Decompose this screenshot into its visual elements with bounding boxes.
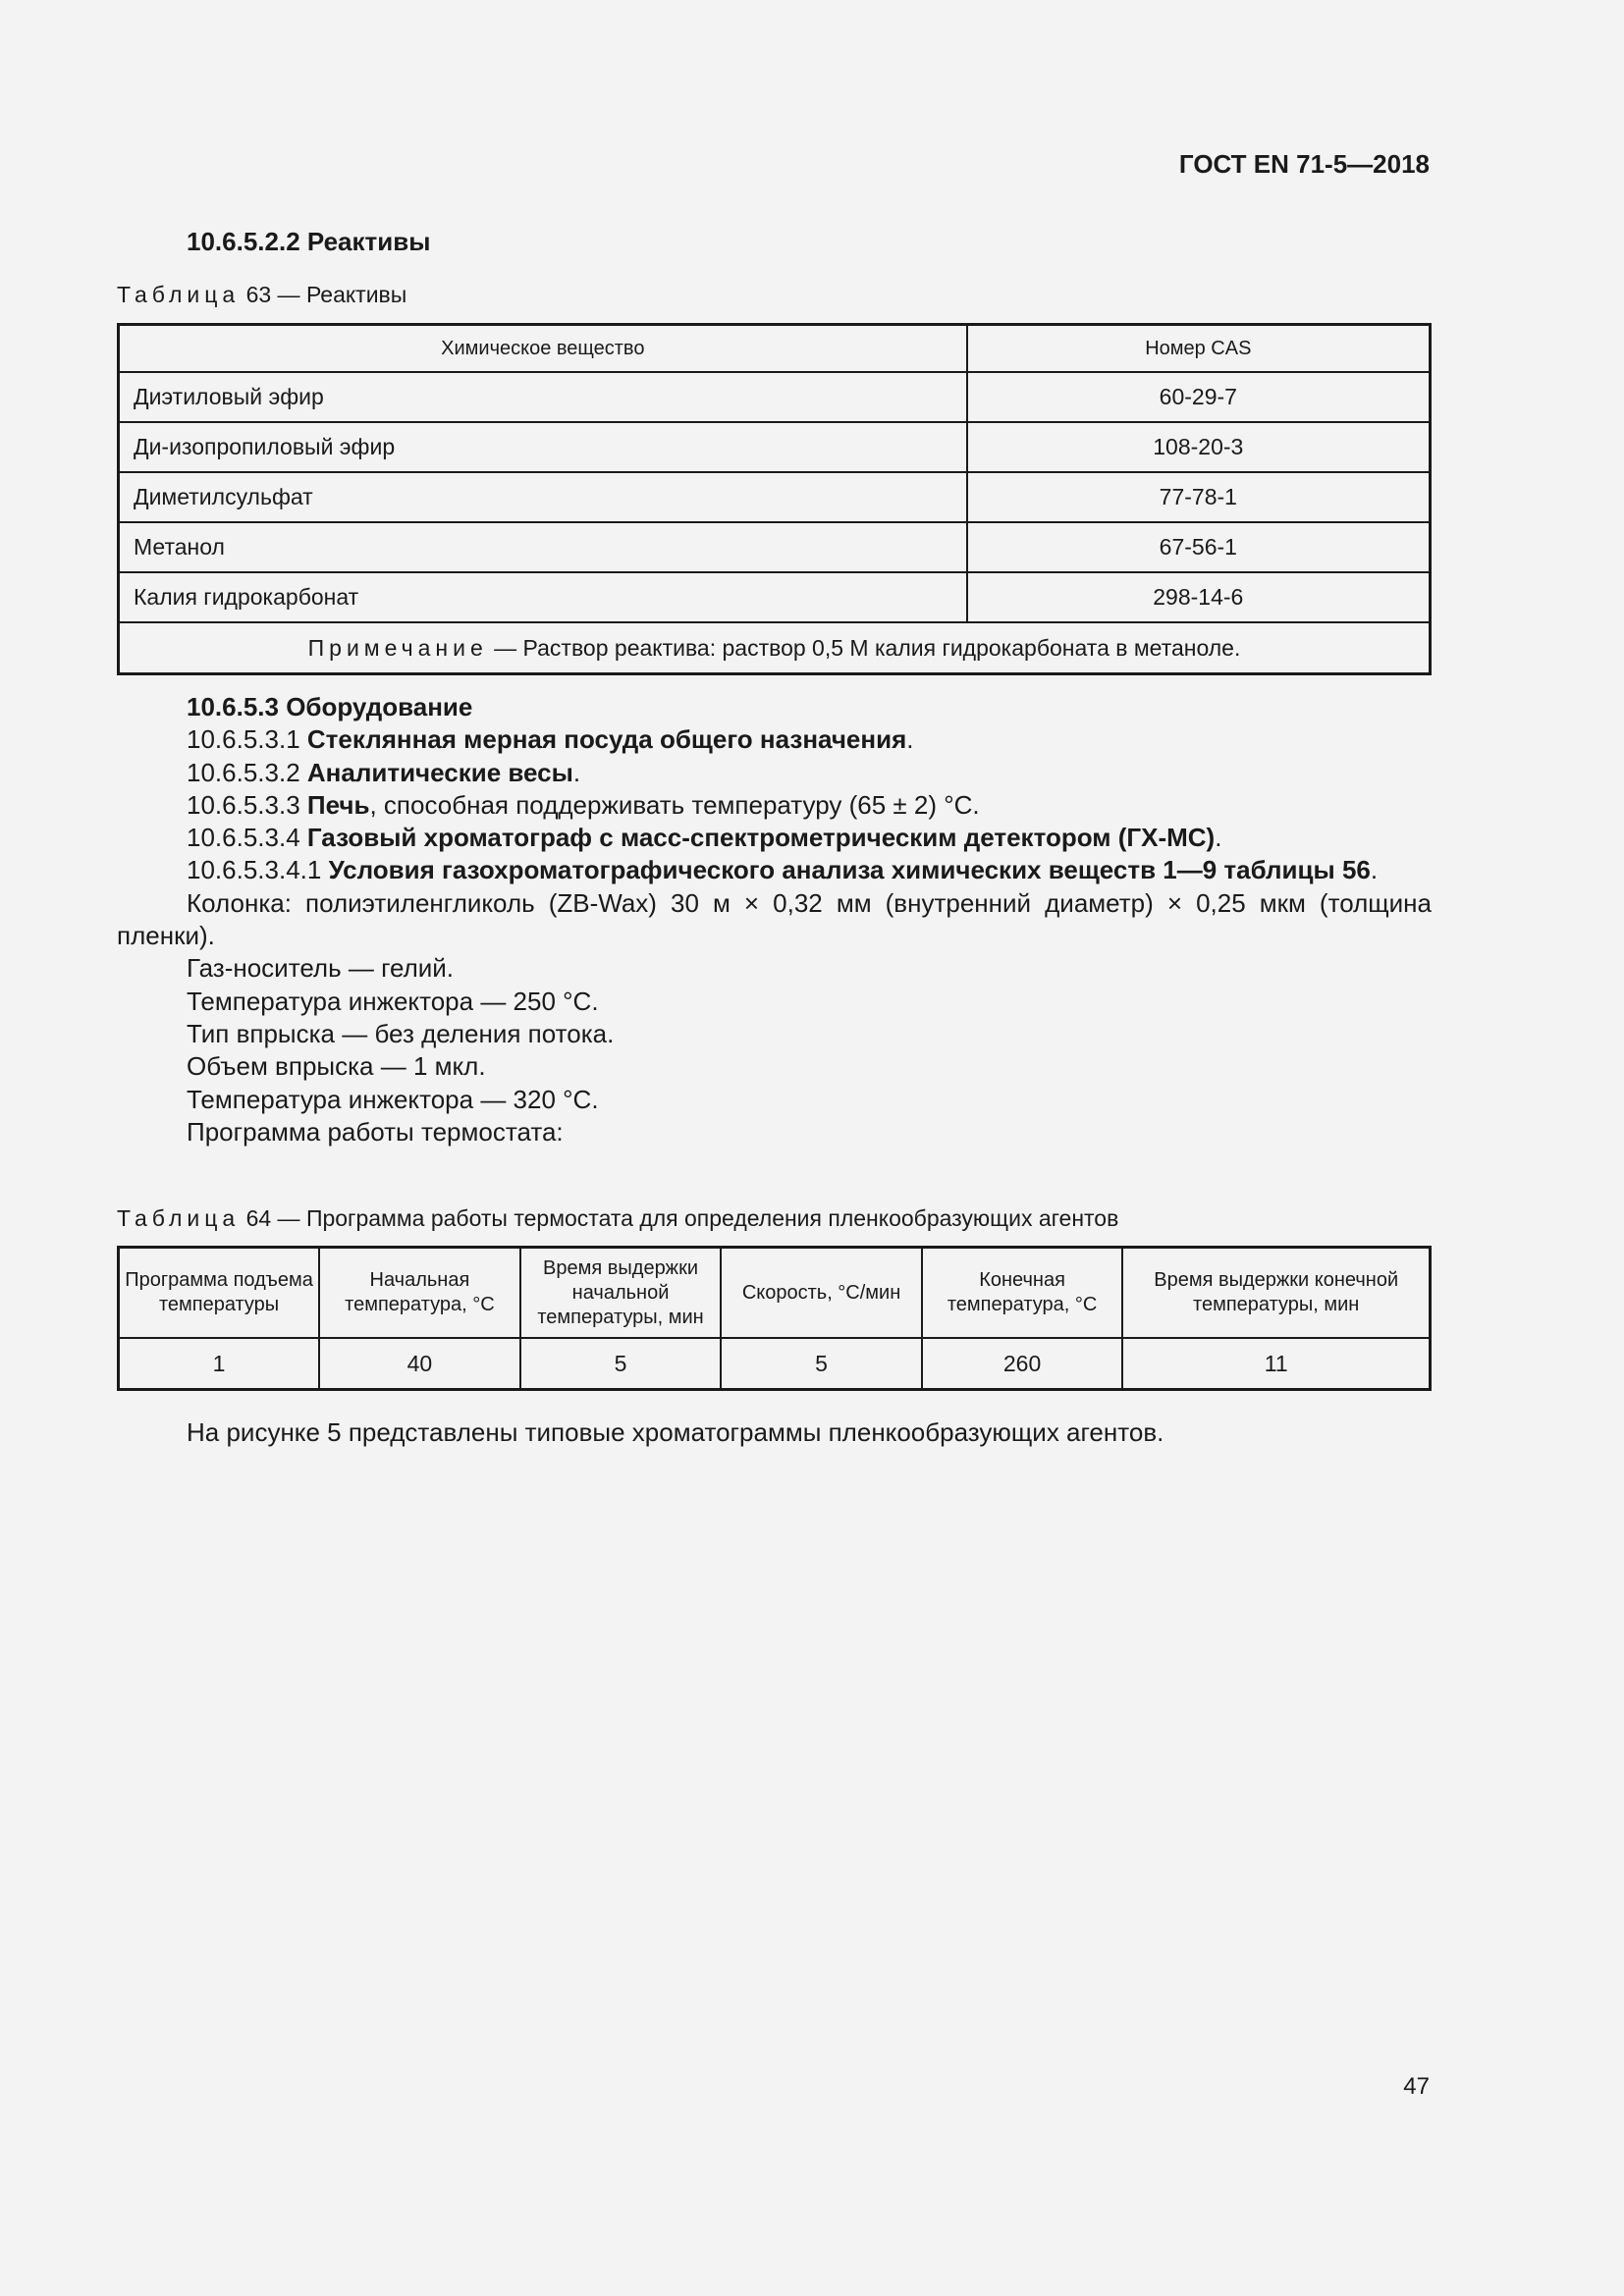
table-header-row: [119, 325, 1431, 373]
column-header-cas: Номер CAS: [967, 325, 1431, 373]
table-row: [119, 422, 1431, 472]
note-word: Примечание: [307, 634, 488, 661]
table-row: [119, 472, 1431, 522]
equipment-section: [117, 691, 1432, 1148]
table-header-row: [119, 1248, 1431, 1339]
document-code: ГОСТ EN 71-5—2018: [1178, 149, 1430, 179]
table-row: [119, 1338, 1431, 1390]
table63-caption-rest: 63 — Реактивы: [245, 282, 407, 307]
condition-line: Газ-носитель — гелий.: [187, 953, 455, 984]
closing-paragraph: На рисунке 5 представлены типовые хроматограммы пленкообразующих агентов.: [187, 1417, 1164, 1447]
condition-line: Тип впрыска — без деления потока.: [187, 1018, 615, 1048]
table-cell: 11: [1122, 1338, 1430, 1390]
condition-line: Колонка: полиэтиленгликоль (ZB-Wax) 30 м × 0,32 мм (внутренний диаметр) × 0,25 мкм (толщина пленки).: [117, 887, 1432, 951]
table-row: [119, 572, 1431, 622]
substance-name: Ди-изопропиловый эфир: [119, 422, 967, 472]
table-cell: 40: [319, 1338, 520, 1390]
equipment-item: 10.6.5.3.2 Аналитические весы.: [187, 757, 581, 787]
column-header-program: Программа подъема температуры: [119, 1248, 320, 1339]
column-header-initial-hold: Время выдержки начальной температуры, мин: [520, 1248, 722, 1339]
column-header-rate: Скорость, °С/мин: [721, 1248, 921, 1339]
cas-number: 298-14-6: [967, 572, 1431, 622]
cas-number: 108-20-3: [967, 422, 1431, 472]
table-cell: 260: [922, 1338, 1123, 1390]
condition-line: Объем впрыска — 1 мкл.: [187, 1051, 486, 1082]
table-note: [119, 622, 1431, 674]
page-number: 47: [1403, 2073, 1430, 2100]
table-cell: 5: [721, 1338, 921, 1390]
table-row: [119, 522, 1431, 572]
condition-line: Температура инжектора — 250 °С.: [187, 986, 599, 1016]
substance-name: Метанол: [119, 522, 967, 572]
table63-caption-word: Таблица: [117, 282, 241, 307]
table64-caption-word: Таблица: [117, 1205, 241, 1231]
column-header-initial-temp: Начальная температура, °С: [319, 1248, 520, 1339]
note-text: — Раствор реактива: раствор 0,5 М калия гидрокарбоната в метаноле.: [494, 634, 1241, 661]
substance-name: Диметилсульфат: [119, 472, 967, 522]
table-note-row: [119, 622, 1431, 674]
cas-number: 67-56-1: [967, 522, 1431, 572]
table-row: [119, 372, 1431, 422]
substance-name: Диэтиловый эфир: [119, 372, 967, 422]
column-header-final-temp: Конечная температура, °С: [922, 1248, 1123, 1339]
equipment-title: 10.6.5.3 Оборудование: [187, 692, 473, 721]
equipment-item: 10.6.5.3.1 Стеклянная мерная посуда общего назначения.: [187, 724, 914, 755]
cas-number: 60-29-7: [967, 372, 1431, 422]
equipment-item: 10.6.5.3.4 Газовый хроматограф с масс-спектрометрическим детектором (ГХ-МС).: [187, 823, 1222, 853]
section-reagents-title: 10.6.5.2.2 Реактивы: [187, 227, 431, 256]
reagents-table: [117, 323, 1432, 675]
table63-caption: [117, 282, 406, 308]
substance-name: Калия гидрокарбонат: [119, 572, 967, 622]
equipment-item: 10.6.5.3.3 Печь, способная поддерживать температуру (65 ± 2) °С.: [187, 789, 980, 820]
table-cell: 5: [520, 1338, 722, 1390]
table-cell: 1: [119, 1338, 320, 1390]
table64-caption-rest: 64 — Программа работы термостата для определения пленкообразующих агентов: [245, 1205, 1119, 1231]
column-header-final-hold: Время выдержки конечной температуры, мин: [1122, 1248, 1430, 1339]
equipment-item: 10.6.5.3.4.1 Условия газохроматографического анализа химических веществ 1—9 таблицы 56.: [187, 855, 1379, 885]
condition-line: Температура инжектора — 320 °С.: [187, 1084, 599, 1114]
condition-line: Программа работы термостата:: [187, 1116, 564, 1147]
table64-caption: [117, 1205, 1118, 1232]
column-header-substance: Химическое вещество: [119, 325, 967, 373]
thermostat-program-table: [117, 1246, 1432, 1391]
cas-number: 77-78-1: [967, 472, 1431, 522]
